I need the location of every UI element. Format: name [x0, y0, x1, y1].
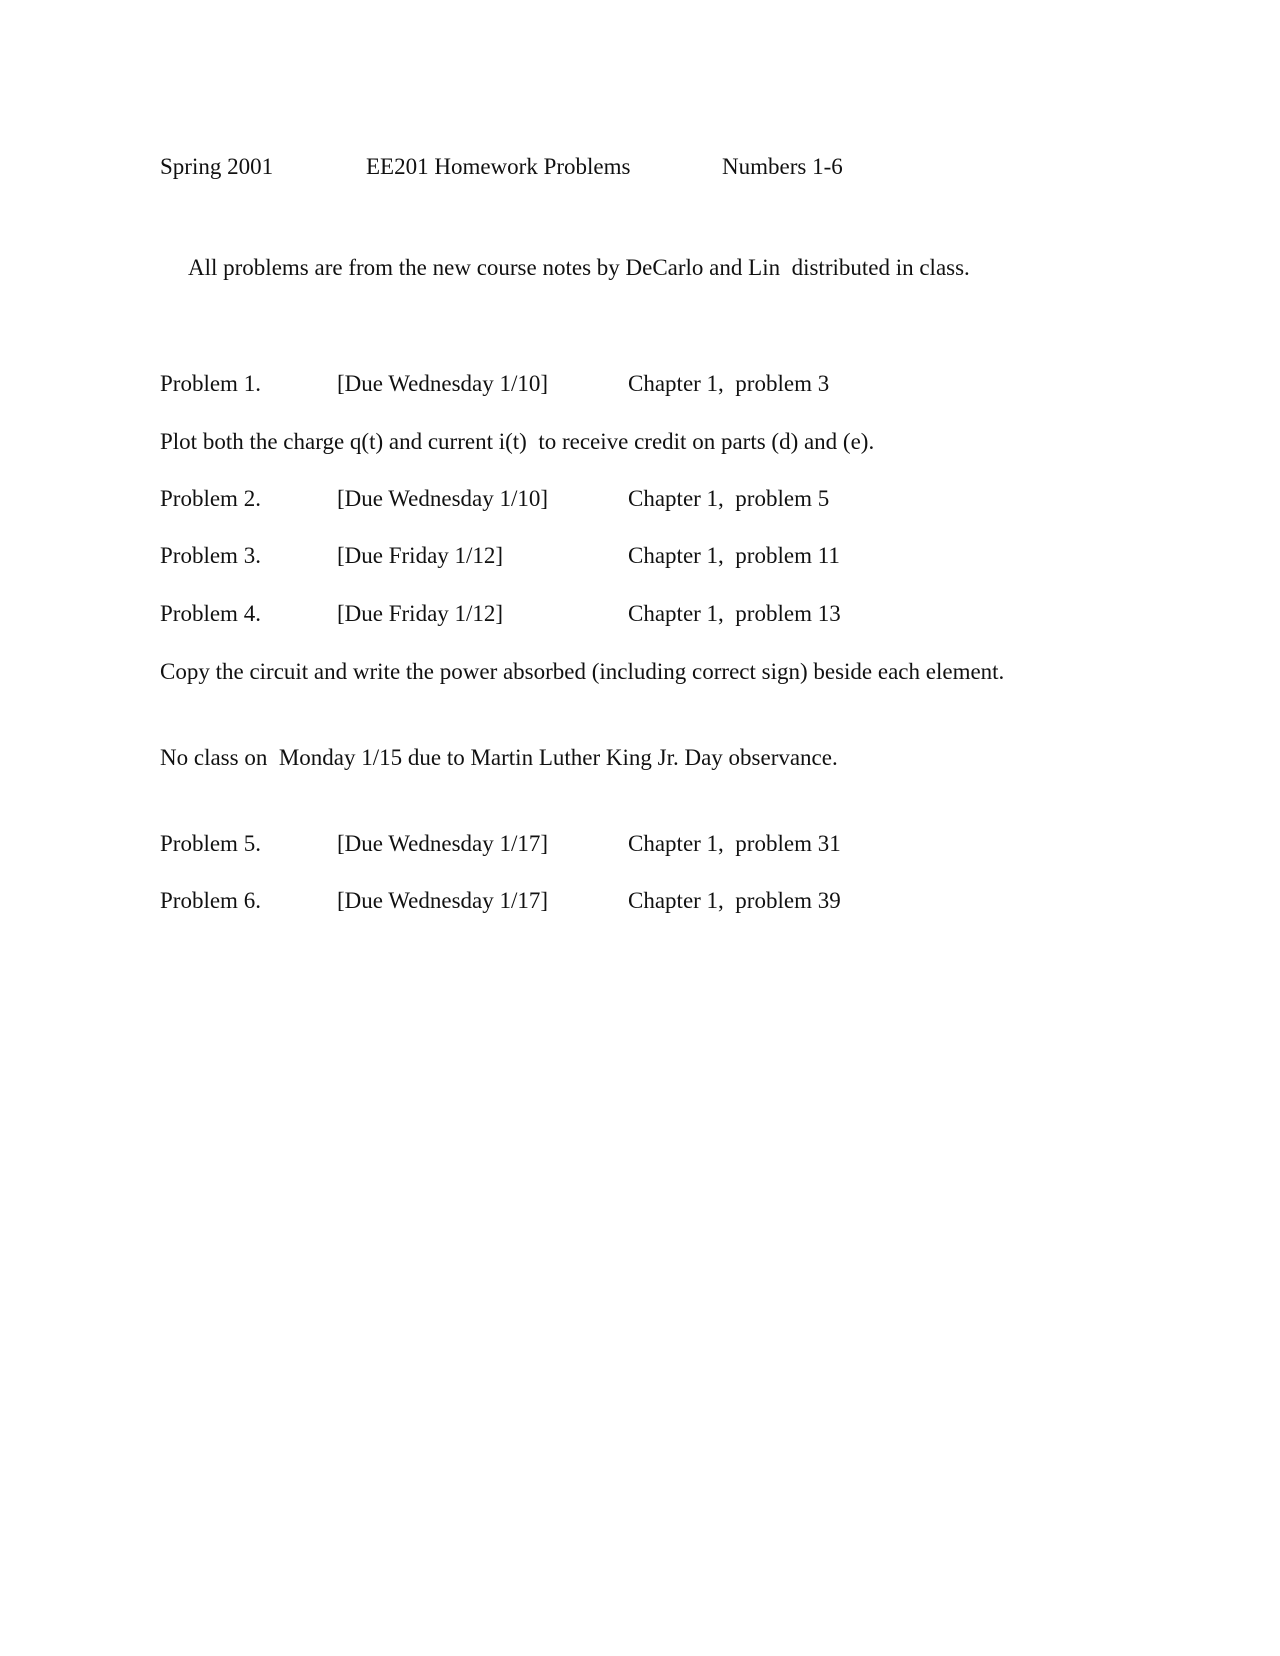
problem-6-due: [Due Wednesday 1/17] [337, 888, 549, 913]
problem-2-due: [Due Wednesday 1/10] [337, 486, 549, 511]
problem-range: Numbers 1-6 [722, 154, 843, 179]
problem-5-due: [Due Wednesday 1/17] [337, 831, 549, 856]
problem-4-ref: Chapter 1, problem 13 [628, 601, 841, 626]
problem-1-note: Plot both the charge q(t) and current i(t) to receive credit on parts (d) and (e). [160, 429, 875, 454]
document-title: EE201 Homework Problems [366, 154, 631, 179]
problem-4-note: Copy the circuit and write the power absorbed (including correct sign) beside each element. [160, 659, 1005, 684]
problem-5-label: Problem 5. [160, 831, 261, 856]
problem-6-label: Problem 6. [160, 888, 261, 913]
term-label: Spring 2001 [160, 154, 274, 179]
no-class-notice: No class on Monday 1/15 due to Martin Luther King Jr. Day observance. [160, 745, 838, 770]
problem-6-ref: Chapter 1, problem 39 [628, 888, 841, 913]
problem-3-due: [Due Friday 1/12] [337, 543, 504, 568]
problem-5-ref: Chapter 1, problem 31 [628, 831, 841, 856]
problem-3-label: Problem 3. [160, 543, 261, 568]
problem-2-label: Problem 2. [160, 486, 261, 511]
problem-4-label: Problem 4. [160, 601, 261, 626]
problem-4-due: [Due Friday 1/12] [337, 601, 504, 626]
problem-3-ref: Chapter 1, problem 11 [628, 543, 840, 568]
problem-1-due: [Due Wednesday 1/10] [337, 371, 549, 396]
intro-text: All problems are from the new course notes by DeCarlo and Lin distributed in class. [188, 255, 970, 280]
problem-1-ref: Chapter 1, problem 3 [628, 371, 830, 396]
problem-1-label: Problem 1. [160, 371, 261, 396]
problem-2-ref: Chapter 1, problem 5 [628, 486, 830, 511]
